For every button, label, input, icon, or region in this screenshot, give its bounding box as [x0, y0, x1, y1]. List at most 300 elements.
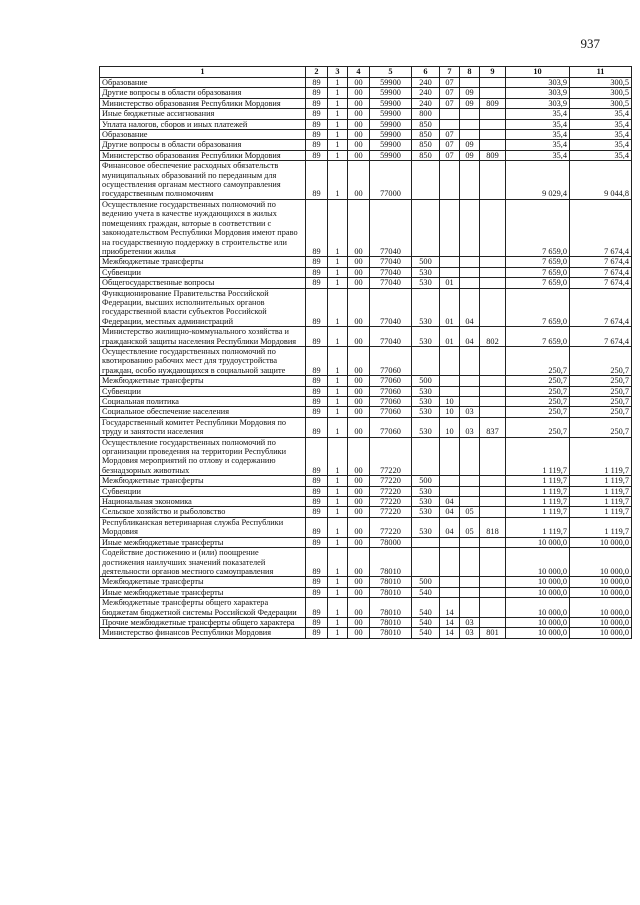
code-cell	[480, 119, 506, 129]
amount-cell: 1 119,7	[506, 517, 570, 537]
code-cell: 77040	[370, 278, 412, 288]
code-cell: 89	[306, 598, 328, 618]
row-name-cell: Субвенции	[100, 386, 306, 396]
code-cell: 240	[412, 98, 440, 108]
code-cell: 89	[306, 376, 328, 386]
code-cell: 1	[328, 476, 348, 486]
amount-cell: 1 119,7	[506, 507, 570, 517]
code-cell: 00	[348, 548, 370, 577]
code-cell: 77220	[370, 507, 412, 517]
code-cell: 530	[412, 517, 440, 537]
code-cell: 00	[348, 628, 370, 638]
code-cell	[480, 548, 506, 577]
header-cell-8: 8	[460, 67, 480, 78]
header-cell-9: 9	[480, 67, 506, 78]
row-name-cell: Государственный комитет Республики Мордовия по труду и занятости населения	[100, 417, 306, 437]
amount-cell: 250,7	[506, 407, 570, 417]
code-cell: 00	[348, 476, 370, 486]
code-cell: 00	[348, 119, 370, 129]
amount-cell: 1 119,7	[570, 486, 632, 496]
code-cell: 10	[440, 417, 460, 437]
row-name-cell: Сельское хозяйство и рыболовство	[100, 507, 306, 517]
code-cell: 59900	[370, 78, 412, 88]
code-cell	[460, 278, 480, 288]
code-cell: 500	[412, 577, 440, 587]
code-cell	[480, 437, 506, 476]
code-cell: 530	[412, 497, 440, 507]
code-cell: 78010	[370, 617, 412, 627]
code-cell: 1	[328, 257, 348, 267]
code-cell	[480, 257, 506, 267]
amount-cell: 10 000,0	[506, 617, 570, 627]
code-cell: 00	[348, 587, 370, 597]
code-cell	[440, 587, 460, 597]
row-name-cell: Министерство жилищно-коммунального хозяйства и гражданской защиты населения Республики Мордовия	[100, 327, 306, 347]
code-cell	[412, 199, 440, 256]
code-cell: 1	[328, 437, 348, 476]
code-cell: 89	[306, 346, 328, 375]
row-name-cell: Общегосударственные вопросы	[100, 278, 306, 288]
code-cell	[440, 386, 460, 396]
code-cell	[460, 130, 480, 140]
code-cell: 1	[328, 140, 348, 150]
code-cell: 1	[328, 628, 348, 638]
code-cell: 00	[348, 288, 370, 327]
code-cell: 818	[480, 517, 506, 537]
code-cell: 89	[306, 109, 328, 119]
code-cell: 00	[348, 507, 370, 517]
amount-cell: 7 659,0	[506, 327, 570, 347]
code-cell: 89	[306, 476, 328, 486]
code-cell: 59900	[370, 150, 412, 160]
code-cell: 77220	[370, 476, 412, 486]
amount-cell: 10 000,0	[506, 548, 570, 577]
header-cell-2: 2	[306, 67, 328, 78]
code-cell: 00	[348, 130, 370, 140]
code-cell: 77220	[370, 497, 412, 507]
code-cell: 00	[348, 161, 370, 200]
code-cell	[412, 161, 440, 200]
code-cell: 00	[348, 267, 370, 277]
code-cell: 89	[306, 130, 328, 140]
table-row	[100, 161, 632, 200]
table-row	[100, 130, 632, 140]
code-cell: 500	[412, 476, 440, 486]
row-name-cell: Иные бюджетные ассигнования	[100, 109, 306, 119]
code-cell	[480, 617, 506, 627]
code-cell: 78010	[370, 587, 412, 597]
code-cell: 77220	[370, 437, 412, 476]
code-cell	[440, 199, 460, 256]
code-cell: 530	[412, 417, 440, 437]
amount-cell: 10 000,0	[506, 577, 570, 587]
code-cell	[440, 476, 460, 486]
amount-cell: 250,7	[570, 407, 632, 417]
code-cell: 1	[328, 507, 348, 517]
code-cell	[440, 257, 460, 267]
code-cell: 89	[306, 617, 328, 627]
code-cell	[460, 109, 480, 119]
code-cell: 530	[412, 267, 440, 277]
code-cell	[440, 119, 460, 129]
code-cell: 89	[306, 577, 328, 587]
table-row	[100, 476, 632, 486]
code-cell	[440, 267, 460, 277]
code-cell: 89	[306, 507, 328, 517]
code-cell	[480, 78, 506, 88]
row-name-cell: Субвенции	[100, 267, 306, 277]
code-cell: 77060	[370, 346, 412, 375]
code-cell: 04	[440, 517, 460, 537]
amount-cell: 1 119,7	[570, 476, 632, 486]
amount-cell: 35,4	[570, 130, 632, 140]
code-cell: 1	[328, 417, 348, 437]
code-cell: 04	[440, 497, 460, 507]
amount-cell: 35,4	[506, 119, 570, 129]
table-row	[100, 587, 632, 597]
code-cell: 1	[328, 98, 348, 108]
code-cell	[480, 199, 506, 256]
row-name-cell: Министерство финансов Республики Мордовия	[100, 628, 306, 638]
code-cell: 89	[306, 497, 328, 507]
table-row	[100, 278, 632, 288]
code-cell: 78010	[370, 628, 412, 638]
table-row	[100, 267, 632, 277]
table-row	[100, 386, 632, 396]
code-cell: 00	[348, 497, 370, 507]
table-row	[100, 486, 632, 496]
code-cell: 78010	[370, 577, 412, 587]
code-cell: 00	[348, 257, 370, 267]
code-cell: 00	[348, 417, 370, 437]
amount-cell: 1 119,7	[570, 437, 632, 476]
code-cell: 89	[306, 150, 328, 160]
code-cell: 1	[328, 617, 348, 627]
code-cell: 1	[328, 376, 348, 386]
code-cell	[460, 376, 480, 386]
code-cell: 89	[306, 327, 328, 347]
row-name-cell: Содействие достижению и (или) поощрение достижения наилучших значений показателей деятельности органов местного самоуправления	[100, 548, 306, 577]
code-cell: 09	[460, 140, 480, 150]
code-cell: 530	[412, 507, 440, 517]
table-header-row	[100, 67, 632, 78]
code-cell: 77040	[370, 288, 412, 327]
code-cell: 00	[348, 577, 370, 587]
code-cell	[480, 598, 506, 618]
code-cell: 809	[480, 98, 506, 108]
table-row	[100, 517, 632, 537]
amount-cell: 10 000,0	[570, 628, 632, 638]
code-cell: 03	[460, 628, 480, 638]
code-cell: 540	[412, 617, 440, 627]
table-row	[100, 617, 632, 627]
code-cell: 05	[460, 507, 480, 517]
code-cell: 1	[328, 88, 348, 98]
amount-cell: 7 674,4	[570, 288, 632, 327]
code-cell: 00	[348, 327, 370, 347]
code-cell: 1	[328, 386, 348, 396]
amount-cell: 35,4	[570, 119, 632, 129]
row-name-cell: Социальное обеспечение населения	[100, 407, 306, 417]
row-name-cell: Уплата налогов, сборов и иных платежей	[100, 119, 306, 129]
code-cell: 837	[480, 417, 506, 437]
code-cell: 59900	[370, 140, 412, 150]
row-name-cell: Республиканская ветеринарная служба Республики Мордовия	[100, 517, 306, 537]
code-cell	[480, 161, 506, 200]
amount-cell: 35,4	[506, 109, 570, 119]
amount-cell: 7 674,4	[570, 327, 632, 347]
row-name-cell: Финансовое обеспечение расходных обязательств муниципальных образований по переданным для осуществления органам местного самоуправления государственным полномочиям	[100, 161, 306, 200]
code-cell: 89	[306, 486, 328, 496]
code-cell: 89	[306, 397, 328, 407]
code-cell: 240	[412, 88, 440, 98]
code-cell	[480, 476, 506, 486]
code-cell: 77060	[370, 397, 412, 407]
code-cell	[460, 346, 480, 375]
code-cell: 1	[328, 548, 348, 577]
code-cell: 1	[328, 199, 348, 256]
row-name-cell: Осуществление государственных полномочий по организации проведения на территории Республики Мордовия мероприятий по отлову и содержанию безнадзорных животных	[100, 437, 306, 476]
code-cell: 59900	[370, 109, 412, 119]
code-cell: 77040	[370, 257, 412, 267]
code-cell: 530	[412, 486, 440, 496]
code-cell: 1	[328, 119, 348, 129]
header-cell-3: 3	[328, 67, 348, 78]
code-cell: 00	[348, 278, 370, 288]
code-cell: 1	[328, 109, 348, 119]
amount-cell: 250,7	[570, 386, 632, 396]
amount-cell: 1 119,7	[570, 497, 632, 507]
code-cell: 00	[348, 78, 370, 88]
code-cell: 59900	[370, 119, 412, 129]
code-cell: 800	[412, 109, 440, 119]
code-cell: 530	[412, 288, 440, 327]
code-cell: 59900	[370, 98, 412, 108]
amount-cell: 10 000,0	[506, 598, 570, 618]
code-cell: 1	[328, 407, 348, 417]
table-row	[100, 327, 632, 347]
code-cell: 14	[440, 598, 460, 618]
row-name-cell: Другие вопросы в области образования	[100, 88, 306, 98]
code-cell	[480, 407, 506, 417]
amount-cell: 300,5	[570, 98, 632, 108]
code-cell	[460, 476, 480, 486]
code-cell: 77060	[370, 417, 412, 437]
code-cell: 07	[440, 98, 460, 108]
code-cell: 00	[348, 109, 370, 119]
row-name-cell: Межбюджетные трансферты	[100, 577, 306, 587]
code-cell: 1	[328, 397, 348, 407]
code-cell: 09	[460, 98, 480, 108]
row-name-cell: Осуществление государственных полномочий по ведению учета в качестве нуждающихся в жилых помещениях граждан, которые в соответствии с законодательством Республики Мордовия имеют право на государственную поддержку в строительстве или приобретении жилья	[100, 199, 306, 256]
code-cell	[460, 199, 480, 256]
code-cell: 89	[306, 407, 328, 417]
code-cell: 07	[440, 150, 460, 160]
code-cell: 10	[440, 407, 460, 417]
code-cell: 89	[306, 537, 328, 547]
code-cell	[440, 437, 460, 476]
code-cell: 07	[440, 78, 460, 88]
code-cell: 07	[440, 140, 460, 150]
code-cell: 89	[306, 417, 328, 437]
row-name-cell: Образование	[100, 78, 306, 88]
table-row	[100, 150, 632, 160]
code-cell: 89	[306, 288, 328, 327]
code-cell	[480, 130, 506, 140]
table-row	[100, 376, 632, 386]
code-cell: 530	[412, 386, 440, 396]
code-cell: 1	[328, 78, 348, 88]
amount-cell: 300,5	[570, 88, 632, 98]
code-cell: 89	[306, 78, 328, 88]
code-cell	[480, 497, 506, 507]
header-cell-7: 7	[440, 67, 460, 78]
table-row	[100, 288, 632, 327]
amount-cell: 7 659,0	[506, 267, 570, 277]
header-cell-4: 4	[348, 67, 370, 78]
code-cell	[480, 587, 506, 597]
amount-cell: 1 119,7	[570, 517, 632, 537]
header-cell-1: 1	[100, 67, 306, 78]
code-cell: 1	[328, 486, 348, 496]
code-cell: 850	[412, 150, 440, 160]
table-row	[100, 628, 632, 638]
code-cell: 1	[328, 577, 348, 587]
code-cell: 1	[328, 130, 348, 140]
code-cell: 07	[440, 130, 460, 140]
code-cell: 89	[306, 517, 328, 537]
table-row	[100, 548, 632, 577]
code-cell: 500	[412, 257, 440, 267]
amount-cell: 10 000,0	[570, 548, 632, 577]
code-cell: 04	[460, 288, 480, 327]
code-cell: 801	[480, 628, 506, 638]
amount-cell: 250,7	[570, 346, 632, 375]
amount-cell: 7 674,4	[570, 278, 632, 288]
code-cell: 1	[328, 537, 348, 547]
amount-cell: 7 674,4	[570, 257, 632, 267]
table-row	[100, 437, 632, 476]
table-row	[100, 88, 632, 98]
code-cell: 530	[412, 278, 440, 288]
code-cell: 89	[306, 267, 328, 277]
code-cell	[460, 548, 480, 577]
code-cell	[440, 376, 460, 386]
amount-cell: 10 000,0	[506, 537, 570, 547]
row-name-cell: Иные межбюджетные трансферты	[100, 587, 306, 597]
amount-cell: 250,7	[506, 386, 570, 396]
amount-cell: 250,7	[570, 397, 632, 407]
code-cell: 78000	[370, 537, 412, 547]
code-cell	[480, 140, 506, 150]
row-name-cell: Осуществление государственных полномочий по квотированию рабочих мест для трудоустройства граждан, особо нуждающихся в социальной защите	[100, 346, 306, 375]
table-row	[100, 257, 632, 267]
table-row	[100, 417, 632, 437]
table-row	[100, 98, 632, 108]
row-name-cell: Национальная экономика	[100, 497, 306, 507]
code-cell: 07	[440, 88, 460, 98]
code-cell: 89	[306, 437, 328, 476]
code-cell: 530	[412, 327, 440, 347]
table-row	[100, 199, 632, 256]
amount-cell: 35,4	[570, 109, 632, 119]
code-cell: 850	[412, 140, 440, 150]
table-row	[100, 119, 632, 129]
code-cell: 01	[440, 278, 460, 288]
code-cell: 850	[412, 119, 440, 129]
code-cell: 809	[480, 150, 506, 160]
code-cell: 1	[328, 346, 348, 375]
code-cell	[440, 161, 460, 200]
code-cell	[460, 598, 480, 618]
code-cell	[460, 386, 480, 396]
amount-cell: 1 119,7	[506, 437, 570, 476]
code-cell	[480, 397, 506, 407]
code-cell: 89	[306, 98, 328, 108]
table-row	[100, 140, 632, 150]
code-cell	[440, 109, 460, 119]
code-cell: 03	[460, 417, 480, 437]
code-cell	[480, 376, 506, 386]
code-cell	[480, 288, 506, 327]
code-cell	[440, 537, 460, 547]
amount-cell: 250,7	[506, 397, 570, 407]
budget-table	[99, 66, 632, 639]
row-name-cell: Прочие межбюджетные трансферты общего характера	[100, 617, 306, 627]
code-cell: 01	[440, 327, 460, 347]
code-cell: 77060	[370, 376, 412, 386]
amount-cell: 7 659,0	[506, 288, 570, 327]
row-name-cell: Социальная политика	[100, 397, 306, 407]
code-cell: 00	[348, 150, 370, 160]
code-cell: 14	[440, 617, 460, 627]
code-cell: 03	[460, 407, 480, 417]
code-cell	[440, 577, 460, 587]
code-cell: 05	[460, 517, 480, 537]
code-cell: 540	[412, 598, 440, 618]
row-name-cell: Межбюджетные трансферты общего характера бюджетам бюджетной системы Российской Федерации	[100, 598, 306, 618]
amount-cell: 10 000,0	[570, 577, 632, 587]
amount-cell: 300,5	[570, 78, 632, 88]
table-row	[100, 78, 632, 88]
code-cell: 01	[440, 288, 460, 327]
code-cell	[460, 119, 480, 129]
amount-cell: 9 044,8	[570, 161, 632, 200]
amount-cell: 10 000,0	[570, 537, 632, 547]
code-cell	[440, 486, 460, 496]
code-cell: 89	[306, 257, 328, 267]
code-cell: 00	[348, 140, 370, 150]
code-cell: 77040	[370, 199, 412, 256]
code-cell	[412, 437, 440, 476]
code-cell: 1	[328, 587, 348, 597]
code-cell: 00	[348, 397, 370, 407]
amount-cell: 250,7	[506, 376, 570, 386]
code-cell: 77000	[370, 161, 412, 200]
code-cell	[460, 486, 480, 496]
code-cell: 89	[306, 119, 328, 129]
table-row	[100, 507, 632, 517]
code-cell: 00	[348, 598, 370, 618]
table-row	[100, 407, 632, 417]
amount-cell: 10 000,0	[506, 587, 570, 597]
code-cell: 1	[328, 327, 348, 347]
code-cell	[460, 577, 480, 587]
amount-cell: 303,9	[506, 98, 570, 108]
code-cell: 00	[348, 346, 370, 375]
code-cell	[412, 537, 440, 547]
code-cell	[412, 346, 440, 375]
